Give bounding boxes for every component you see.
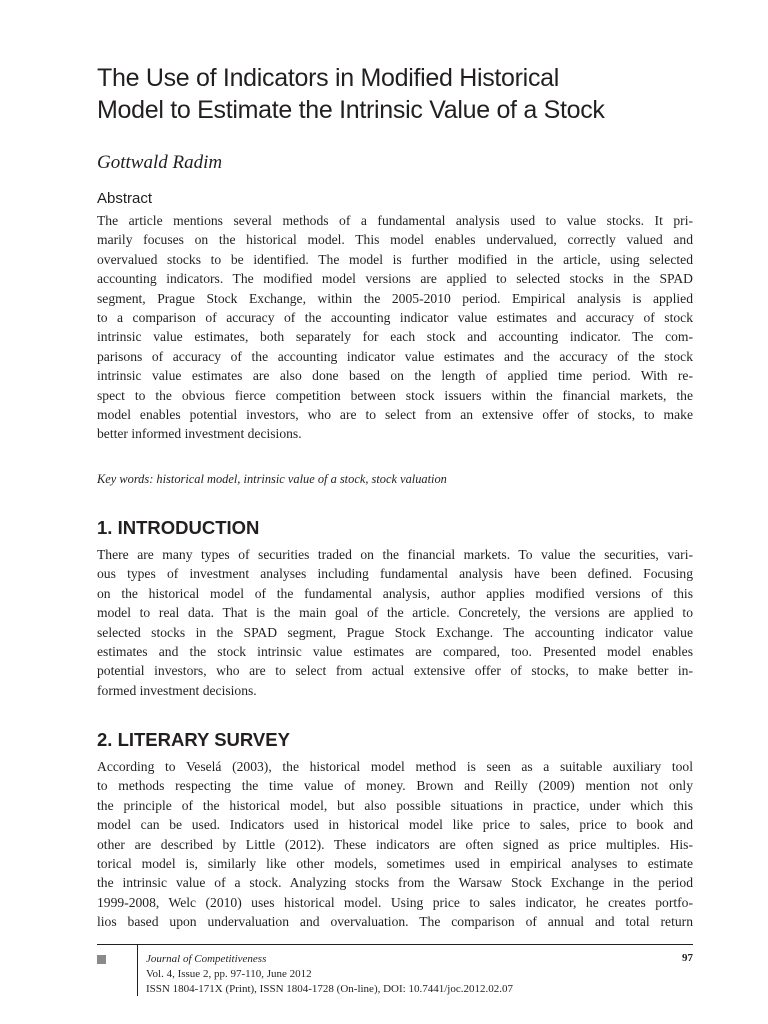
footer-vertical-divider: [137, 944, 138, 996]
title-line: The Use of Indicators in Modified Historical: [97, 64, 559, 92]
keywords: Key words: historical model, intrinsic value of a stock, stock valuation: [97, 472, 447, 486]
footer-divider: [97, 944, 693, 945]
text-line: potential investors, who are to select from actual extensive offer of stocks, to make better in-: [97, 663, 693, 679]
text-line: model can be used. Indicators used in historical model like price to sales, price to book and: [97, 817, 693, 833]
text-line: There are many types of securities traded on the financial markets. To value the securities, vari-: [97, 547, 693, 562]
text-line: estimates and the stock intrinsic value estimates are compared, too. Presented model enables: [97, 644, 693, 660]
text-line: The article mentions several methods of a fundamental analysis used to value stocks. It pri-: [97, 213, 693, 228]
text-line: accounting indicators. The modified model versions are applied to selected stocks in the SPAD: [97, 271, 693, 287]
text-line: the intrinsic value of a stock. Analyzing stocks from the Warsaw Stock Exchange in the period: [97, 875, 693, 891]
journal-issn: ISSN 1804-171X (Print), ISSN 1804-1728 (On-line), DOI: 10.7441/joc.2012.02.07: [146, 983, 513, 995]
introduction-text: [97, 545, 693, 700]
text-line: torical model is, similarly like other models, sometimes used in empirical analyses to estimate: [97, 856, 693, 872]
journal-volume: Vol. 4, Issue 2, pp. 97-110, June 2012: [146, 968, 312, 980]
text-line: segment, Prague Stock Exchange, within the 2005-2010 period. Empirical analysis is applied: [97, 290, 693, 306]
text-line: better informed investment decisions.: [97, 426, 302, 442]
text-line: to methods respecting the time value of money. Brown and Reilly (2009) mention not only: [97, 778, 693, 794]
text-line: on the historical model of the fundamental analysis, author applies modified versions of this: [97, 585, 693, 601]
text-line: model enables potential investors, who are to select from an extensive offer of stocks, to make: [97, 407, 693, 423]
text-line: model to real data. That is the main goal of the article. Concretely, the versions are applied to: [97, 605, 693, 621]
paper-title: [97, 62, 707, 126]
text-line: formed investment decisions.: [97, 682, 257, 698]
author-name: Gottwald Radim: [97, 152, 223, 173]
abstract-heading: Abstract: [97, 190, 153, 207]
text-line: spect to the obvious fierce competition between stock issuers within the financial markets, the: [97, 387, 693, 403]
abstract-text: [97, 211, 693, 444]
page-number: 97: [682, 952, 693, 964]
text-line: other are described by Little (2012). These indicators are often signed as price multiples. His-: [97, 836, 693, 852]
text-line: overvalued stocks to be identified. The model is further modified in the article, using selected: [97, 251, 693, 267]
text-line: ous types of investment analyses including fundamental analysis have been defined. Focusing: [97, 566, 693, 582]
text-line: marily focuses on the historical model. This model enables undervalued, correctly valued and: [97, 232, 693, 248]
text-line: the principle of the historical model, but also possible situations in practice, under which this: [97, 797, 693, 813]
text-line: intrinsic value estimates, both separately for each stock and accounting indicator. The com-: [97, 329, 693, 345]
section-heading-literary-survey: 2. LITERARY SURVEY: [97, 729, 290, 750]
journal-name: Journal of Competitiveness: [146, 953, 267, 965]
footer-square-icon: [97, 955, 106, 964]
footer-citation: [146, 952, 513, 997]
text-line: lios based upon undervaluation and overvaluation. The comparison of annual and total return: [97, 914, 693, 930]
text-line: parisons of accuracy of the accounting indicator value estimates and the accuracy of the stock: [97, 348, 693, 364]
text-line: 1999-2008, Welc (2010) uses historical model. Using price to sales indicator, he creates portfo-: [97, 894, 693, 910]
text-line: to a comparison of accuracy of the accounting indicator value estimates and accuracy of stock: [97, 310, 693, 326]
text-line: intrinsic value estimates are also done based on the length of applied time period. With re-: [97, 368, 693, 384]
literary-survey-text: [97, 757, 693, 932]
text-line: According to Veselá (2003), the historical model method is seen as a suitable auxiliary tool: [97, 759, 693, 774]
section-heading-introduction: 1. INTRODUCTION: [97, 517, 260, 538]
text-line: selected stocks in the SPAD segment, Prague Stock Exchange. The accounting indicator value: [97, 624, 693, 640]
title-line: Model to Estimate the Intrinsic Value of a Stock: [97, 96, 605, 124]
